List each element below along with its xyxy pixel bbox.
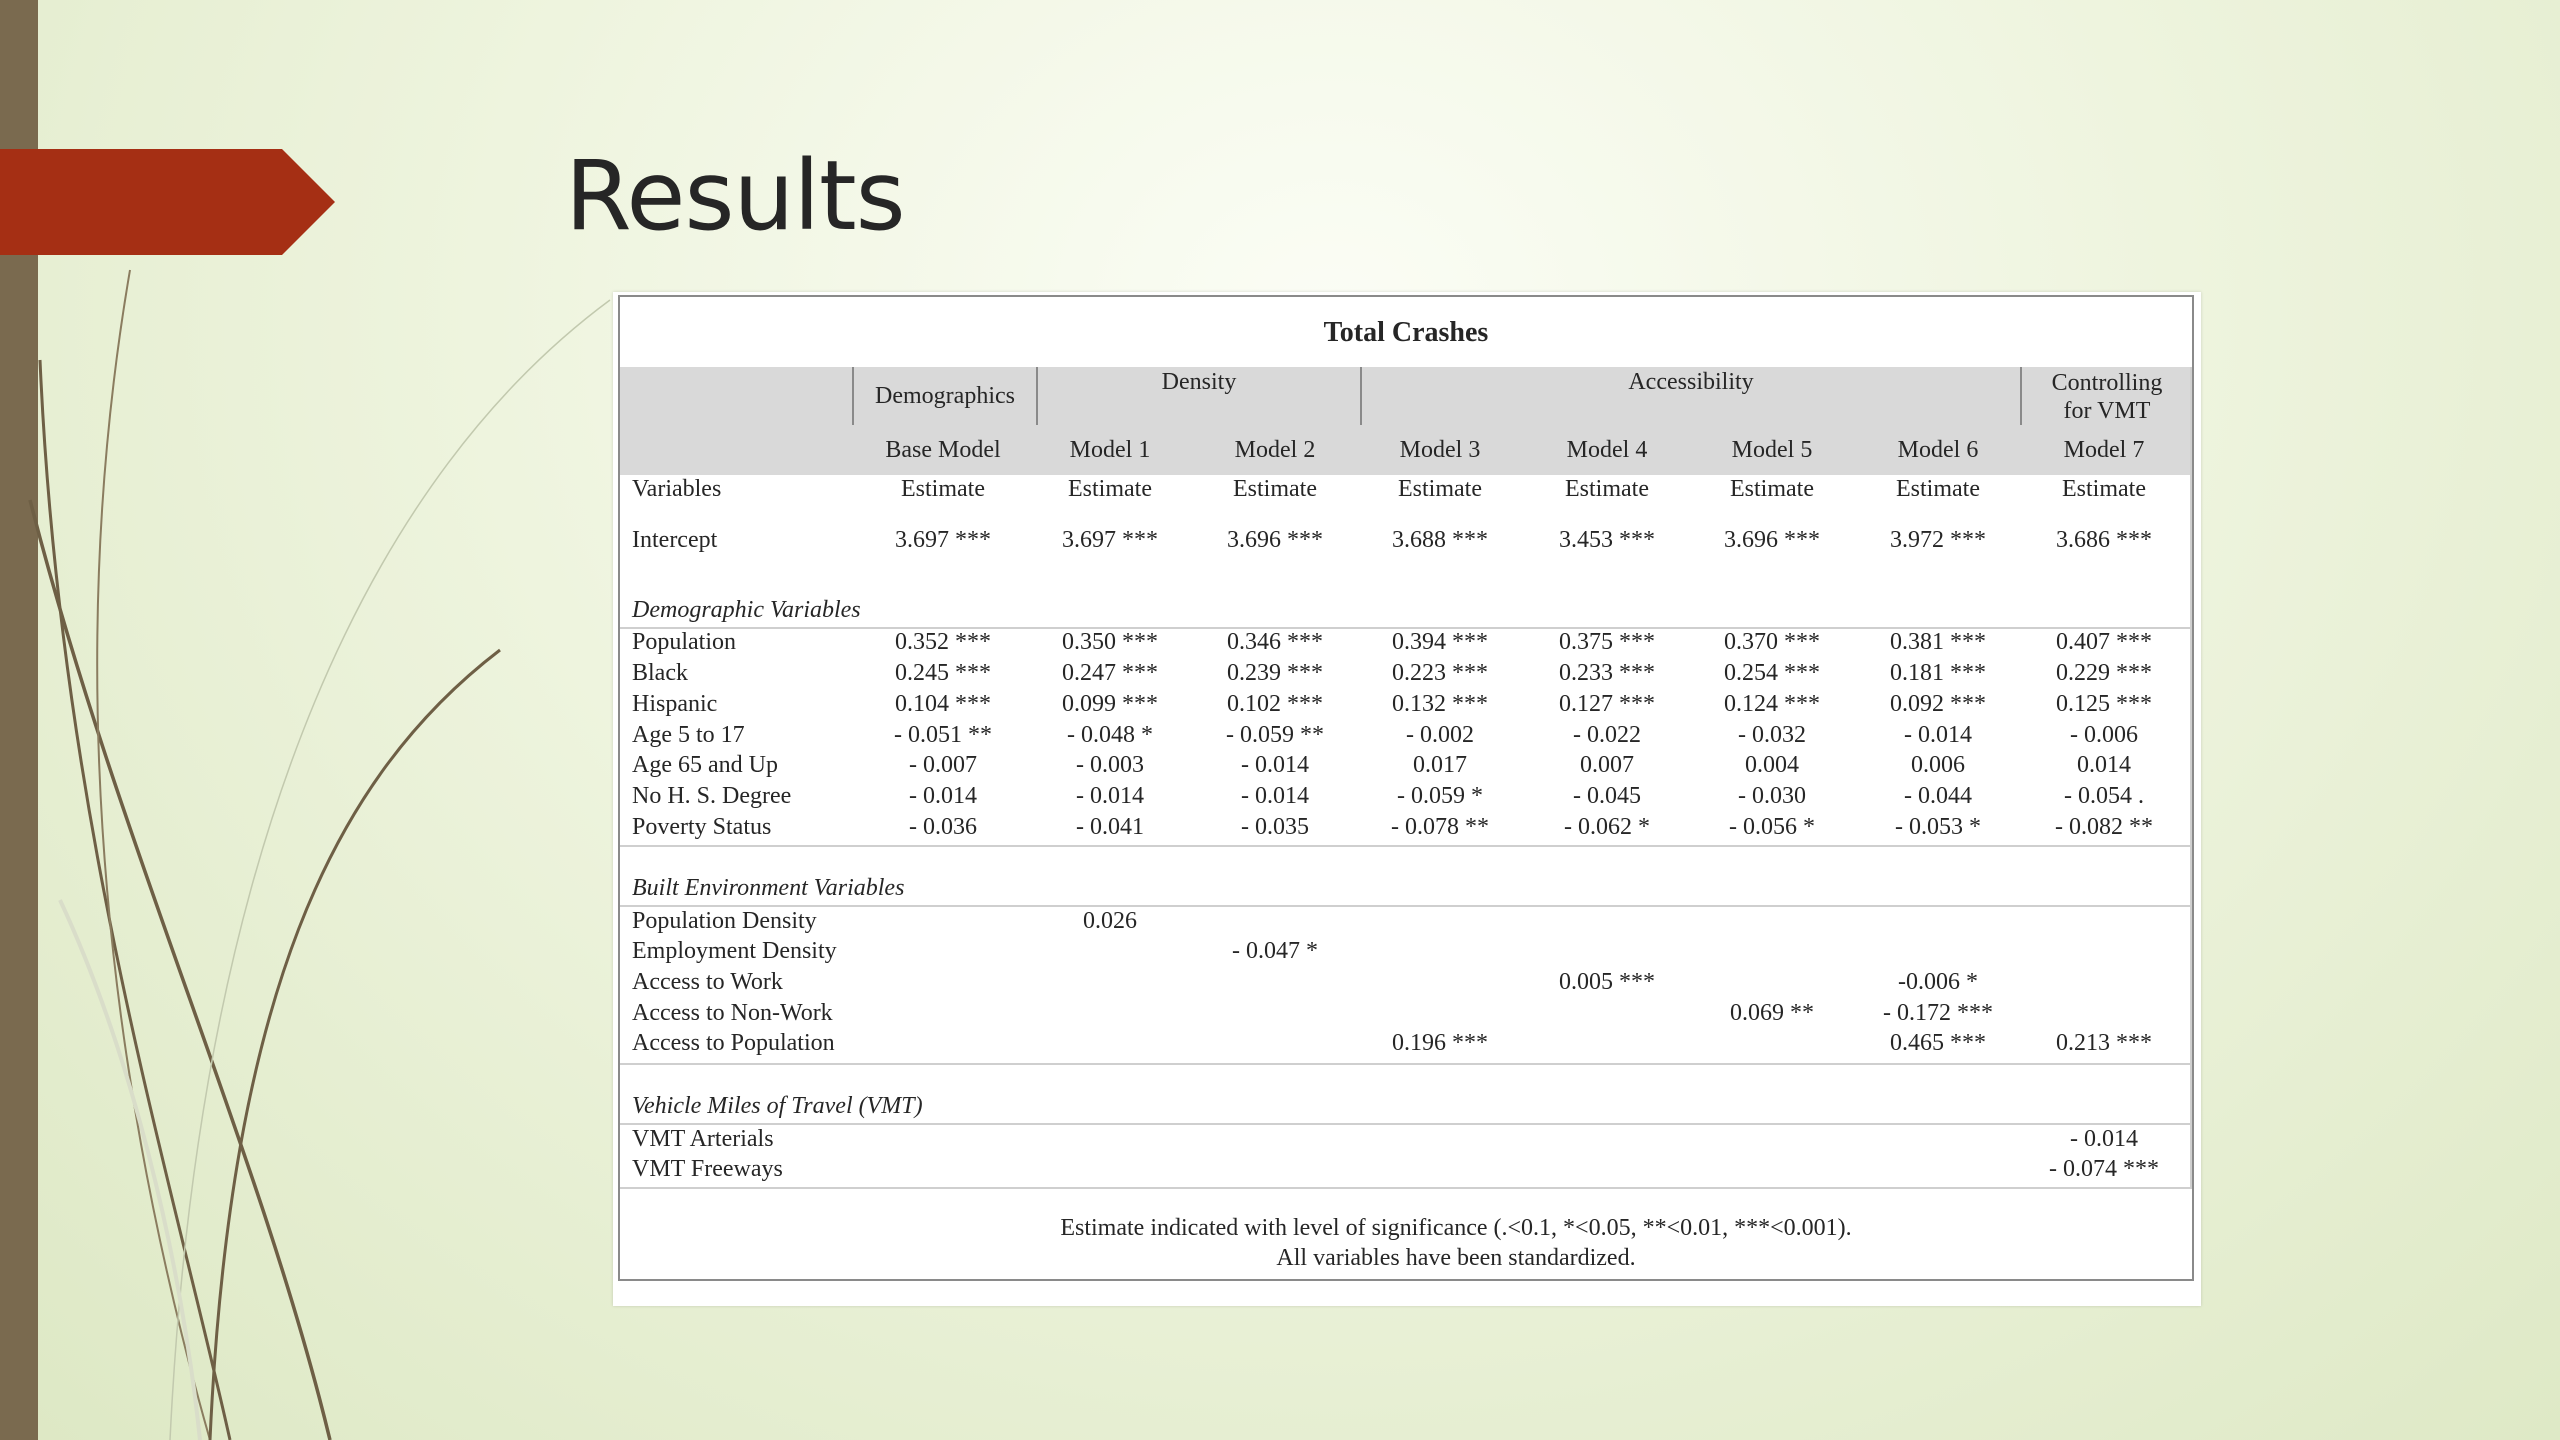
row-label: Employment Density	[632, 938, 837, 964]
table-cell: 0.254 ***	[1724, 660, 1820, 686]
table-cell: 0.004	[1745, 752, 1799, 778]
table-cell: - 0.002	[1406, 722, 1474, 748]
table-cell: 0.092 ***	[1890, 691, 1986, 717]
estimate-header: Estimate	[1068, 476, 1152, 502]
table-cell: 3.697 ***	[1062, 527, 1158, 553]
table-cell: 0.181 ***	[1890, 660, 1986, 686]
table-cell: 0.346 ***	[1227, 629, 1323, 655]
table-cell: 0.352 ***	[895, 629, 991, 655]
table-cell: 0.069 **	[1730, 1000, 1814, 1026]
section-divider	[620, 845, 2192, 847]
row-label: VMT Arterials	[632, 1126, 774, 1152]
table-cell: - 0.030	[1738, 783, 1806, 809]
table-cell: - 0.014	[2070, 1126, 2138, 1152]
row-label: Access to Population	[632, 1030, 835, 1056]
table-cell: 0.132 ***	[1392, 691, 1488, 717]
table-cell: 0.102 ***	[1227, 691, 1323, 717]
estimate-header: Estimate	[2062, 476, 2146, 502]
table-cell: - 0.014	[1904, 722, 1972, 748]
model-header: Model 5	[1731, 437, 1813, 463]
table-cell: 0.127 ***	[1559, 691, 1655, 717]
table-cell: 0.370 ***	[1724, 629, 1820, 655]
table-cell: 0.233 ***	[1559, 660, 1655, 686]
group-header-demographics: Demographics	[875, 383, 1015, 409]
table-cell: - 0.048 *	[1067, 722, 1153, 748]
estimate-header: Estimate	[1896, 476, 1980, 502]
table-cell: 0.099 ***	[1062, 691, 1158, 717]
table-cell: 3.686 ***	[2056, 527, 2152, 553]
table-cell: 0.394 ***	[1392, 629, 1488, 655]
table-cell: - 0.041	[1076, 814, 1144, 840]
table-cell: 0.213 ***	[2056, 1030, 2152, 1056]
variables-header: Variables	[632, 476, 722, 502]
table-cell: 0.124 ***	[1724, 691, 1820, 717]
table-footnote: All variables have been standardized.	[1276, 1245, 1636, 1271]
model-header: Model 3	[1399, 437, 1481, 463]
table-cell: - 0.014	[909, 783, 977, 809]
table-cell: - 0.014	[1241, 783, 1309, 809]
row-label: Intercept	[632, 527, 718, 553]
table-cell: 0.196 ***	[1392, 1030, 1488, 1056]
table-cell: - 0.035	[1241, 814, 1309, 840]
table-cell: 0.245 ***	[895, 660, 991, 686]
section-built: Built Environment Variables	[632, 875, 905, 901]
row-label: Population	[632, 629, 737, 655]
table-cell: - 0.007	[909, 752, 977, 778]
table-cell: 0.465 ***	[1890, 1030, 1986, 1056]
row-label: Poverty Status	[632, 814, 772, 840]
table-cell: 0.007	[1580, 752, 1634, 778]
row-label: Black	[632, 660, 688, 686]
table-cell: - 0.172 ***	[1883, 1000, 1993, 1026]
results-table	[618, 295, 2194, 1281]
table-cell: 0.239 ***	[1227, 660, 1323, 686]
table-cell: 0.005 ***	[1559, 969, 1655, 995]
results-table-image	[613, 292, 2201, 1306]
table-footnote: Estimate indicated with level of significance (.<0.1, *<0.05, **<0.01, ***<0.001).	[1060, 1215, 1852, 1241]
estimate-header: Estimate	[901, 476, 985, 502]
table-cell: 0.375 ***	[1559, 629, 1655, 655]
table-cell: 0.017	[1413, 752, 1467, 778]
row-label: Hispanic	[632, 691, 718, 717]
table-cell: 0.125 ***	[2056, 691, 2152, 717]
table-cell: 0.247 ***	[1062, 660, 1158, 686]
model-header: Model 1	[1069, 437, 1151, 463]
table-cell: 3.696 ***	[1227, 527, 1323, 553]
title-arrow-shape	[0, 149, 340, 255]
row-label: Age 5 to 17	[632, 722, 745, 748]
group-header-density: Density	[1161, 369, 1237, 395]
table-cell: 0.014	[2077, 752, 2131, 778]
row-label: Access to Work	[632, 969, 783, 995]
table-cell: - 0.045	[1573, 783, 1641, 809]
table-cell: 3.688 ***	[1392, 527, 1488, 553]
table-cell: - 0.014	[1241, 752, 1309, 778]
row-label: Access to Non-Work	[632, 1000, 833, 1026]
table-cell: - 0.014	[1076, 783, 1144, 809]
table-cell: 3.972 ***	[1890, 527, 1986, 553]
table-title: Total Crashes	[1323, 317, 1489, 348]
model-header: Model 2	[1234, 437, 1316, 463]
table-cell: - 0.051 **	[894, 722, 992, 748]
estimate-header: Estimate	[1730, 476, 1814, 502]
table-cell: - 0.032	[1738, 722, 1806, 748]
group-header-controlling-vmt: Controlling for VMT	[2051, 370, 2163, 424]
table-cell: - 0.044	[1904, 783, 1972, 809]
table-cell: - 0.053 *	[1895, 814, 1981, 840]
table-cell: 0.350 ***	[1062, 629, 1158, 655]
slide-title: Results	[565, 140, 905, 252]
section-divider	[620, 1187, 2192, 1189]
section-divider	[620, 1123, 2192, 1125]
table-cell: - 0.059 *	[1397, 783, 1483, 809]
table-cell: - 0.062 *	[1564, 814, 1650, 840]
table-cell: - 0.056 *	[1729, 814, 1815, 840]
table-cell: - 0.022	[1573, 722, 1641, 748]
table-cell: 0.104 ***	[895, 691, 991, 717]
table-cell: - 0.082 **	[2055, 814, 2153, 840]
row-label: No H. S. Degree	[632, 783, 792, 809]
table-cell: - 0.003	[1076, 752, 1144, 778]
right-edge-line	[2190, 367, 2192, 1187]
model-header: Base Model	[885, 437, 1001, 463]
table-cell: 0.229 ***	[2056, 660, 2152, 686]
row-label: Age 65 and Up	[632, 752, 778, 778]
row-label: VMT Freeways	[632, 1156, 783, 1182]
estimate-header: Estimate	[1565, 476, 1649, 502]
table-cell: 3.696 ***	[1724, 527, 1820, 553]
model-header: Model 7	[2063, 437, 2145, 463]
model-header: Model 6	[1897, 437, 1979, 463]
table-cell: 3.453 ***	[1559, 527, 1655, 553]
model-header: Model 4	[1566, 437, 1648, 463]
row-label: Population Density	[632, 908, 817, 934]
section-divider	[620, 1063, 2192, 1065]
table-cell: 0.006	[1911, 752, 1965, 778]
section-vmt: Vehicle Miles of Travel (VMT)	[632, 1093, 923, 1119]
table-cell: 0.223 ***	[1392, 660, 1488, 686]
table-cell: 0.381 ***	[1890, 629, 1986, 655]
table-cell: 0.026	[1083, 908, 1137, 934]
table-cell: - 0.078 **	[1391, 814, 1489, 840]
group-header-accessibility: Accessibility	[1628, 369, 1754, 395]
estimate-header: Estimate	[1398, 476, 1482, 502]
table-cell: - 0.074 ***	[2049, 1156, 2159, 1182]
table-cell: 0.407 ***	[2056, 629, 2152, 655]
section-demographic: Demographic Variables	[632, 597, 861, 623]
table-cell: - 0.006	[2070, 722, 2138, 748]
section-divider	[620, 905, 2192, 907]
table-cell: 3.697 ***	[895, 527, 991, 553]
table-cell: - 0.054 .	[2064, 783, 2144, 809]
table-cell: - 0.036	[909, 814, 977, 840]
estimate-header: Estimate	[1233, 476, 1317, 502]
table-cell: -0.006 *	[1898, 969, 1978, 995]
table-cell: - 0.059 **	[1226, 722, 1324, 748]
table-cell: - 0.047 *	[1232, 938, 1318, 964]
